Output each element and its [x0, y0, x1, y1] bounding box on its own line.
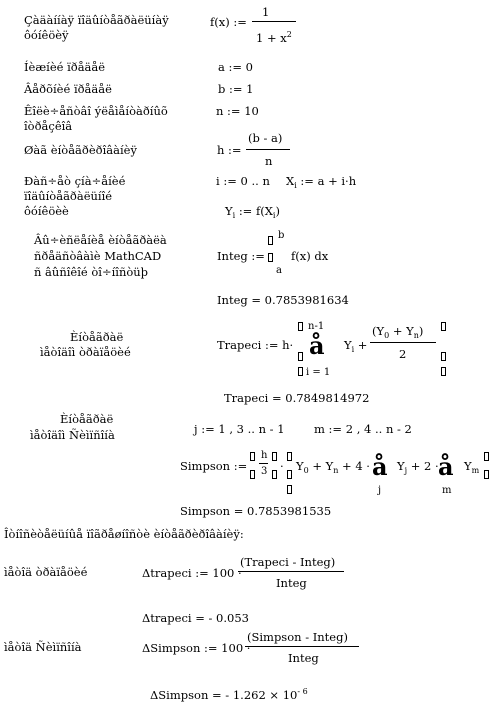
dtrap-fraction-line	[238, 571, 344, 572]
label-lower-limit: Íèæíèé ïðåäåë	[24, 60, 106, 74]
h-fraction-line	[246, 149, 290, 150]
trap-sum-upper: n-1	[308, 321, 325, 332]
label-mathcad-1: Âû÷èñëåíèå èíòåãðàëà	[34, 233, 167, 247]
simp-h-denominator: 3	[261, 466, 268, 477]
dsimp-denominator: Integ	[288, 651, 319, 665]
label-mathcad-3: ñ âûñîêîé òî÷íîñòüþ	[34, 265, 149, 279]
trap-bracket-1	[298, 322, 303, 331]
fx-denominator: $1 + x^2$	[256, 30, 292, 45]
trap-fraction-line	[370, 342, 436, 343]
simp-bracket-6	[287, 470, 292, 479]
simp-ym: $Y_m$	[464, 459, 480, 475]
trap-yi: $Y_i$ +	[344, 338, 368, 354]
dsimp-numerator: (Simpson - Integ)	[247, 630, 348, 644]
trap-sum-lower: i = 1	[306, 367, 331, 378]
integ-body: f(x) dx	[291, 249, 329, 263]
dtrap-lhs: Δtrapeci := 100 ·	[142, 566, 242, 580]
h-lhs: h :=	[217, 143, 242, 157]
label-simp-method-2: ìåòîäîì Ñèìïñîíà	[30, 428, 115, 442]
yi-definition: $Y_i$ := $f(X_i)$	[225, 204, 280, 220]
label-step: Øàã èíòåãðèðîâàíèÿ	[24, 143, 137, 157]
simp-h-numerator: h	[261, 450, 268, 461]
label-simp-method-1: Èíòåãðàë	[60, 412, 114, 426]
label-num-elementary-2: îòðåçêîâ	[24, 119, 73, 133]
n-definition: n := 10	[216, 104, 259, 118]
label-calc-values-2: ïîäûíòåãðàëüíîé	[24, 189, 113, 203]
label-calc-values-1: Ðàñ÷åò çíà÷åíèé	[24, 174, 126, 188]
simp-sum-m-lower: m	[442, 485, 452, 496]
label-given-function-1: Çàäàííàÿ ïîäûíòåãðàëüíàÿ	[24, 13, 169, 27]
trap-denominator: 2	[399, 347, 407, 361]
label-num-elementary-1: Êîëè÷åñòâî ýëåìåíòàðíûõ	[24, 104, 168, 118]
simp-yj: $Y_j + 2$ ·	[397, 459, 439, 475]
label-trap: ìåòîä òðàïåöèé	[4, 565, 88, 579]
simp-bracket-4	[272, 470, 277, 479]
dtrap-denominator: Integ	[276, 576, 307, 590]
simp-bracket-2	[250, 470, 255, 479]
simp-bracket-8	[484, 452, 489, 461]
simp-sum-j-lower: j	[378, 485, 382, 496]
trap-numerator: $(Y_0 + Y_n)$	[372, 324, 424, 340]
trapeci-lhs: Trapeci := h·	[217, 338, 294, 352]
integral-sign-bottom	[268, 253, 273, 262]
simpson-result: Simpson = 0.7853981535	[180, 504, 332, 518]
j-range: j := 1 , 3 .. n - 1	[194, 422, 285, 436]
trap-bracket-3	[298, 367, 303, 376]
trap-bracket-6	[441, 367, 446, 376]
dsimp-fraction-line	[245, 646, 359, 647]
dsimp-lhs: ΔSimpson := 100 ·	[142, 641, 251, 655]
trapeci-result: Trapeci = 0.7849814972	[224, 391, 370, 405]
simpson-lhs: Simpson :=	[180, 459, 248, 473]
integ-lhs: Integ :=	[217, 249, 265, 263]
fx-numerator: 1	[262, 5, 270, 19]
trap-bracket-5	[441, 352, 446, 361]
xi-definition: $X_i$ := a + i·h	[286, 174, 357, 190]
h-numerator: (b - a)	[248, 131, 283, 145]
simp-sum-j-symbol: å	[372, 452, 388, 481]
label-trap-method-2: ìåòîäîì òðàïåöèé	[40, 345, 131, 359]
m-range: m := 2 , 4 .. n - 2	[314, 422, 412, 436]
label-rel-errors: Îòíîñèòåëüíûå ïîãðåøíîñòè èíòåãðèðîâàíèÿ:	[4, 527, 244, 541]
trap-sum-symbol: å	[309, 331, 325, 360]
simp-bracket-7	[287, 485, 292, 494]
simp-h-fraction-line	[259, 463, 268, 464]
fx-lhs: f(x) :=	[210, 15, 247, 29]
simp-dot: ·	[280, 459, 284, 473]
dtrap-numerator: (Trapeci - Integ)	[240, 555, 336, 569]
a-definition: a := 0	[218, 60, 253, 74]
integ-result: Integ = 0.7853981634	[217, 293, 349, 307]
simp-bracket-3	[272, 452, 277, 461]
label-trap-method-1: Èíòåãðàë	[70, 330, 124, 344]
b-definition: b := 1	[218, 82, 254, 96]
integral-sign-top	[268, 236, 273, 245]
trap-bracket-2	[298, 352, 303, 361]
dsimp-result: ΔSimpson = - $1.262 \times 10^{- 6}$	[150, 687, 308, 702]
h-denominator: n	[265, 154, 273, 168]
simp-bracket-1	[250, 452, 255, 461]
label-simp: ìåòîä Ñèìïñîíà	[4, 640, 82, 654]
simp-y0-yn: $Y_0 + Y_n + 4$ ·	[296, 459, 370, 475]
label-upper-limit: Âåðõíèé ïðåäåë	[24, 82, 112, 96]
dtrap-result: Δtrapeci = - 0.053	[142, 611, 249, 625]
simp-bracket-5	[287, 452, 292, 461]
simp-bracket-9	[484, 470, 489, 479]
trap-bracket-4	[441, 322, 446, 331]
label-mathcad-2: ñðåäñòâàìè MathCAD	[34, 249, 162, 263]
integ-upper-limit: b	[278, 230, 285, 241]
fx-fraction-line	[252, 21, 296, 22]
label-given-function-2: ôóíêöèÿ	[24, 28, 69, 42]
integ-lower-limit: a	[276, 265, 282, 276]
label-calc-values-3: ôóíêöèè	[24, 204, 69, 218]
i-range: i := 0 .. n	[216, 174, 270, 188]
fx-exponent: 2	[286, 30, 292, 39]
simp-sum-m-symbol: å	[438, 452, 454, 481]
